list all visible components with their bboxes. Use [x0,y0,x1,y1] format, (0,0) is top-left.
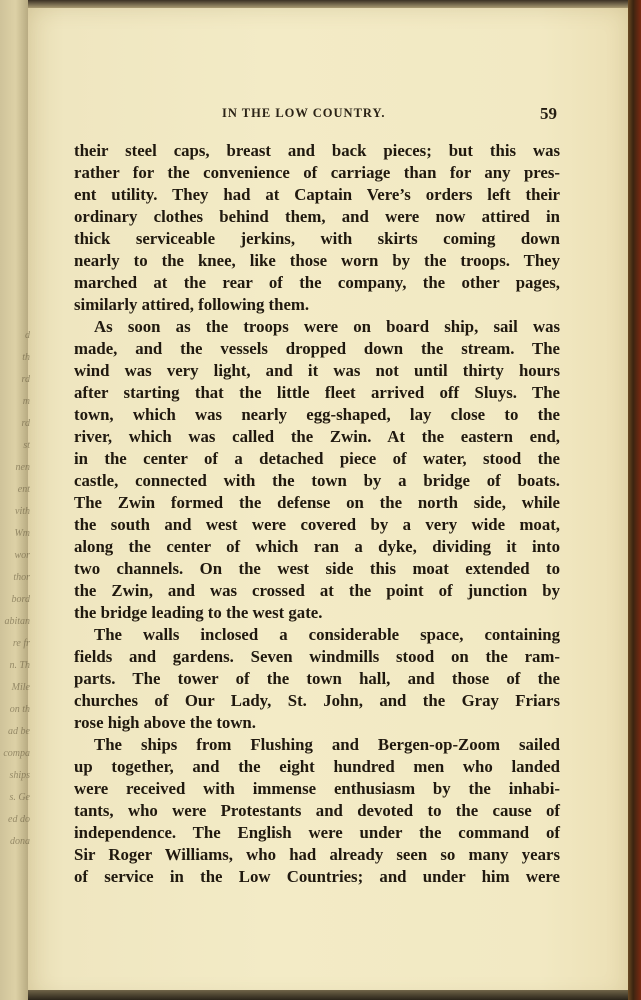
bleed-through-fragment: n. Th [9,660,30,671]
text-line: tants, who were Protestants and devoted to the cause of [74,801,560,820]
paragraph-start-line: As soon as the troops were on board ship, sail was [94,317,560,336]
text-line: ordinary clothes behind them, and were now attired in [74,207,560,226]
bleed-through-fragment: rd [21,374,30,385]
text-line: Sir Roger Williams, who had already seen so many years [74,845,560,864]
text-line: marched at the rear of the company, the other pages, [74,273,560,292]
bleed-through-fragment: compa [3,748,30,759]
bleed-through-fragment: ent [17,484,30,495]
text-line: nearly to the knee, like those worn by the troops. They [74,251,560,270]
text-line: similarly attired, following them. [74,295,310,314]
paragraph-start-line: The ships from Flushing and Bergen-op-Zoom sailed [94,735,560,754]
bleed-through-fragment: Wm [14,528,30,539]
bleed-through-fragment: re fr [12,638,30,649]
bleed-through-fragment: m [22,396,30,407]
text-line: in the center of a detached piece of water, stood the [74,449,560,468]
body-text [74,140,560,888]
text-line: their steel caps, breast and back pieces; but this was [74,141,560,160]
text-line: town, which was nearly egg-shaped, lay close to the [74,405,560,424]
text-line: castle, connected with the town by a bridge of boats. [74,471,560,490]
bleed-through-fragment: vith [15,506,30,517]
text-line: fields and gardens. Seven windmills stood on the ram- [74,647,560,666]
bleed-through-fragment: on th [9,704,30,715]
text-line: the Zwin, and was crossed at the point of junction by [74,581,560,600]
text-line: wind was very light, and it was not until thirty hours [74,361,560,380]
text-line: parts. The tower of the town hall, and those of the [74,669,560,688]
bleed-through-fragment: dona [10,836,30,847]
text-line: up together, and the eight hundred men who landed [74,757,560,776]
bleed-through-fragment: nen [15,462,30,473]
text-line: rather for the convenience of carriage than for any pres- [74,163,560,182]
page-top-edge [28,0,628,8]
bleed-through-fragment: wor [14,550,30,561]
book-gutter [0,0,28,1000]
text-line: the bridge leading to the west gate. [74,603,323,622]
text-line: churches of Our Lady, St. John, and the Gray Friars [74,691,560,710]
bleed-through-fragment: s. Ge [9,792,30,803]
text-line: river, which was called the Zwin. At the eastern end, [74,427,560,446]
text-line: were received with immense enthusiasm by the inhabi- [74,779,560,798]
page-bottom-edge [28,990,628,1000]
bleed-through-fragment: st [23,440,30,451]
bleed-through-fragment: bord [11,594,30,605]
text-line: of service in the Low Countries; and under him were [74,867,560,886]
text-line: two channels. On the west side this moat extended to [74,559,560,578]
bleed-through-fragment: d [25,330,30,341]
text-line: independence. The English were under the command of [74,823,560,842]
bleed-through-fragment: thor [13,572,30,583]
bleed-through-fragment: rd [21,418,30,429]
text-line: The Zwin formed the defense on the north side, while [74,493,560,512]
text-line: thick serviceable jerkins, with skirts coming down [74,229,560,248]
paragraph-start-line: The walls inclosed a considerable space, containing [94,625,560,644]
running-title: IN THE LOW COUNTRY. [222,106,386,120]
book-cover-edge [628,0,641,1000]
text-line: along the center of which ran a dyke, dividing it into [74,537,560,556]
text-line: after starting that the little fleet arrived off Sluys. The [74,383,560,402]
text-line: the south and west were covered by a very wide moat, [74,515,560,534]
bleed-through-fragment: ed do [8,814,30,825]
bleed-through-fragment: Mile [11,682,30,693]
bleed-through-fragment: ships [9,770,30,781]
page-number: 59 [540,104,557,123]
bleed-through-fragment: abitan [4,616,30,627]
bleed-through-fragment: th [22,352,30,363]
text-line: rose high above the town. [74,713,256,732]
text-line: made, and the vessels dropped down the stream. The [74,339,560,358]
bleed-through-fragment: ad be [8,726,30,737]
text-line: ent utility. They had at Captain Vere’s orders left their [74,185,560,204]
